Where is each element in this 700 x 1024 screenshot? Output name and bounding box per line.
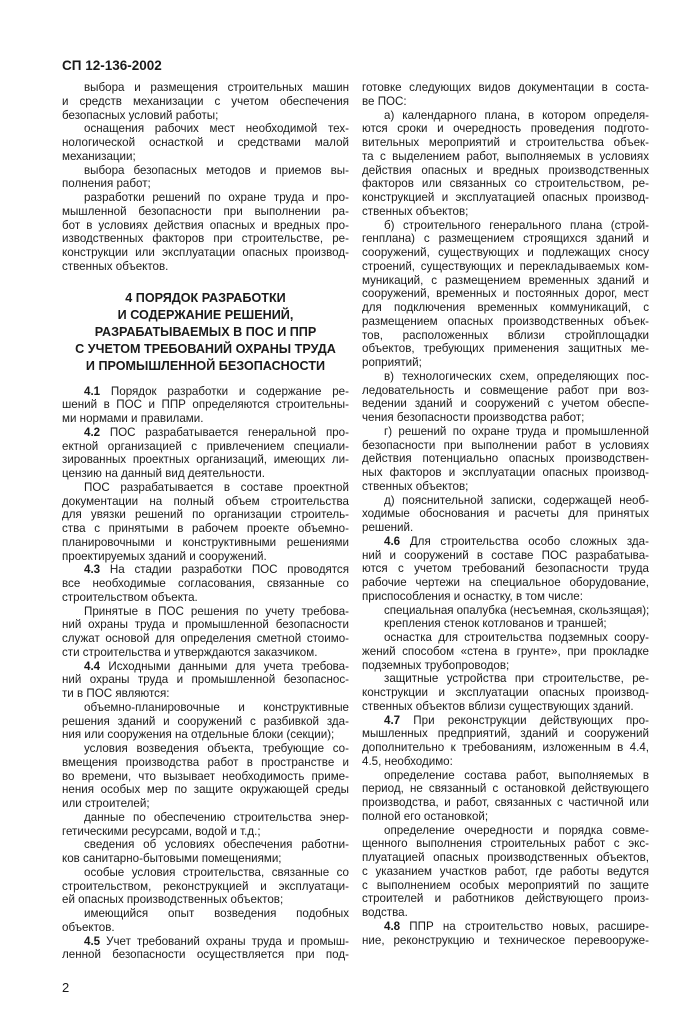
text-line: ственных объектов; xyxy=(362,204,469,218)
text-line: строений, существующих и перекладываемых ком- xyxy=(362,259,649,273)
heading-line: С УЧЕТОМ ТРЕБОВАНИЙ ОХРАНЫ ТРУДА xyxy=(75,341,336,356)
text-line: ства с принятыми в рабочем проекте объемно- xyxy=(62,522,349,535)
text-line: данные по обеспечению строительства энер- xyxy=(84,810,349,824)
text-line xyxy=(362,535,649,549)
text-line: крепления стенок котлованов и траншей; xyxy=(384,617,607,631)
text-line: с указанием участков работ, где работы ведутся xyxy=(362,864,649,878)
clause-text: Для строительства особо сложных зда- xyxy=(400,534,649,548)
paragraph xyxy=(62,481,349,564)
heading-line: 4 ПОРЯДОК РАЗРАБОТКИ xyxy=(125,290,286,305)
text-line: ний охраны труда и промышленной безопасности xyxy=(62,618,349,632)
text-line: конструкцией и эксплуатацией опасных производ- xyxy=(362,191,649,204)
text-line: плуатацией опасных производственных объектов, xyxy=(362,851,649,864)
text-line xyxy=(62,426,349,440)
text-line: ются сроки и очередность проведения подгото- xyxy=(362,122,649,136)
left-text-column xyxy=(62,81,349,962)
text-line: ти в ПОС являются: xyxy=(62,687,170,700)
text-line: нологической оснасткой и средствами малой xyxy=(62,136,349,149)
text-line: с выполнением особых мероприятий по защите xyxy=(362,878,649,892)
text-line: цензию на данный вид деятельности. xyxy=(62,467,266,480)
text-line: безопасности при выполнении работ в условиях xyxy=(362,438,649,452)
text-line: ных факторов и эксплуатации опасных производ- xyxy=(362,466,649,479)
text-line: полнения работ; xyxy=(62,177,151,191)
text-line: зированных проектных организаций, имеющих ли- xyxy=(62,453,349,467)
text-line: факторов или связанных со строительством, ре- xyxy=(362,177,649,191)
text-line: строителей и работников действующего произ- xyxy=(362,892,649,906)
text-line: и средств механизации с учетом обеспечения xyxy=(62,94,349,108)
paragraph xyxy=(62,191,349,274)
text-line: ПОС разрабатывается в составе проектной xyxy=(84,480,349,494)
text-line: подземных трубопроводов; xyxy=(362,658,510,672)
clause-text: При реконструкции действующих про- xyxy=(400,713,649,727)
text-line: а) календарного плана, в котором определя- xyxy=(384,108,649,122)
text-line: муникаций, с размещением временных зданий и xyxy=(362,273,649,287)
text-line: изводственных факторов при строительстве, ре- xyxy=(62,232,349,246)
text-line: конструкции и эксплуатации опасных производ- xyxy=(362,686,649,699)
paragraph xyxy=(362,604,649,618)
text-line xyxy=(62,935,349,949)
text-line: ведении зданий и сооружений с учетом обеспе- xyxy=(362,397,649,411)
text-line: сооружений, существующих и подлежащих сносу xyxy=(362,246,649,259)
heading-line: РАЗРАБАТЫВАЕМЫХ В ПОС И ППР xyxy=(94,324,317,339)
text-line: тов, расположенных вблизи стройплощадки xyxy=(362,328,649,342)
text-line: оснастка для строительства подземных соору- xyxy=(384,631,649,644)
text-line: решений. xyxy=(362,521,414,534)
text-line: действия потенциально опасных производствен- xyxy=(362,452,649,466)
text-line: ледовательность и совмещение работ при воз- xyxy=(362,383,649,397)
text-line: вмещения производства работ в пространстве и xyxy=(62,755,349,769)
clause-number: 4.5 xyxy=(84,934,101,948)
clause-text: На стадии разработки ПОС проводятся xyxy=(100,563,349,577)
right-text-column xyxy=(362,81,649,947)
clause-number: 4.1 xyxy=(84,384,101,398)
clause-number: 4.4 xyxy=(84,659,101,673)
paragraph xyxy=(362,370,649,425)
text-line: вительных мероприятий и строительства объек- xyxy=(362,136,649,149)
paragraph xyxy=(62,164,349,192)
text-line: жений способом «стена в грунте», при прокладке xyxy=(362,644,649,658)
text-line: специальная опалубка (несъемная, скользящая); xyxy=(384,603,649,617)
text-line: оснащения рабочих мест необходимой тех- xyxy=(84,122,349,136)
text-line: ются с учетом требований безопасности труда xyxy=(362,562,649,576)
text-line xyxy=(362,920,649,934)
text-line: шений в ПОС и ППР определяются строительны- xyxy=(62,398,349,412)
text-line: д) пояснительной записки, содержащей необ- xyxy=(384,493,649,507)
numbered-clause xyxy=(62,426,349,481)
text-line: мышленной безопасности при выполнении ра- xyxy=(62,204,349,218)
text-line: ми нормами и правилами. xyxy=(62,412,204,425)
text-line: ве ПОС: xyxy=(362,94,407,108)
text-line: конструкции или эксплуатации опасных производ- xyxy=(62,246,349,259)
paragraph xyxy=(362,769,649,824)
clause-number: 4.7 xyxy=(384,713,401,727)
text-line: для увязки решений по организации строитель- xyxy=(62,508,349,522)
text-line: г) решений по охране труда и промышленной xyxy=(384,424,649,438)
paragraph xyxy=(62,866,349,907)
text-line: производства, и работ, связанных с частичной или xyxy=(362,796,649,809)
text-line: приспособления и оснастку, в том числе: xyxy=(362,589,583,603)
paragraph xyxy=(362,824,649,920)
paragraph xyxy=(362,631,649,672)
text-line: ленной безопасности осуществляется при под- xyxy=(62,948,349,962)
numbered-clause xyxy=(362,535,649,604)
text-line: водства. xyxy=(362,906,408,919)
paragraph xyxy=(62,742,349,811)
text-line: строительством, реконструкцией и эксплуатаци- xyxy=(62,879,349,893)
text-line xyxy=(62,385,349,399)
text-line: готовке следующих видов документации в соста- xyxy=(362,81,649,94)
text-line: ходимые обоснования и расчеты для принятых xyxy=(362,507,649,521)
text-line: ственных объектов вблизи существующих зданий. xyxy=(362,699,634,713)
text-line: гетическими ресурсами, водой и т.д.; xyxy=(62,824,261,838)
numbered-clause xyxy=(62,935,349,963)
text-line: защитные устройства при строительстве, ре- xyxy=(384,672,649,686)
paragraph xyxy=(62,81,349,122)
numbered-clause xyxy=(362,714,649,769)
text-line: строительством объекта. xyxy=(62,590,198,604)
text-line: ний охраны труда и промышленной безопаснос- xyxy=(62,673,349,687)
clause-number: 4.3 xyxy=(84,563,101,577)
text-line: сооружений, временных и постоянных дорог, мест xyxy=(362,287,649,301)
paragraph xyxy=(62,838,349,866)
text-line: ственных объектов; xyxy=(362,479,469,493)
text-line xyxy=(362,714,649,728)
clause-text: ПОС разрабатывается генеральной про- xyxy=(100,425,349,439)
text-line: планировочными и конструктивными решениями xyxy=(62,535,349,549)
text-line: механизации; xyxy=(62,149,136,163)
text-line: все необходимые согласования, связанные со xyxy=(62,577,349,590)
text-line: объектов. xyxy=(62,920,115,934)
text-line: дополнительно к требованиям, изложенным в 4.4, xyxy=(362,741,649,754)
text-line: генплана) с размещением строящихся зданий и xyxy=(362,232,649,246)
paragraph xyxy=(362,494,649,535)
text-line: особые условия строительства, связанные со xyxy=(84,865,349,879)
text-line: ний и сооружений в составе ПОС разрабатыва- xyxy=(362,548,649,562)
text-line: ей опасных производственных объектов; xyxy=(62,893,284,907)
text-line: нения особых мер по защите окружающей среды xyxy=(62,783,349,797)
text-line: определение состава работ, выполняемых в xyxy=(384,768,649,782)
text-line: объектов, требующих применения защитных ме- xyxy=(362,342,649,356)
paragraph xyxy=(362,672,649,713)
text-line: та с выделением работ, выполняемых в условиях xyxy=(362,149,649,163)
text-line: определение очередности и порядка совме- xyxy=(384,823,649,837)
text-line: ния или сооружения на отдельные блоки (секции); xyxy=(62,728,335,742)
paragraph xyxy=(362,219,649,370)
text-line: размещением опасных производственных объек- xyxy=(362,314,649,328)
text-line: безопасных условий работы; xyxy=(62,108,219,122)
text-line: во времени, что вызывает необходимость приме- xyxy=(62,769,349,783)
text-line xyxy=(62,660,349,674)
text-line xyxy=(62,563,349,577)
text-line: 4.5, необходимо: xyxy=(362,754,453,768)
text-line: документации на полный объем строительства xyxy=(62,494,349,508)
text-line: чения безопасности производства работ; xyxy=(362,411,585,424)
clause-text: Учет требований охраны труда и промыш- xyxy=(100,934,349,948)
paragraph xyxy=(62,701,349,742)
text-line: действия опасных и вредных производственных xyxy=(362,163,649,177)
heading-line: И ПРОМЫШЛЕННОЙ БЕЗОПАСНОСТИ xyxy=(85,358,326,373)
numbered-clause xyxy=(62,660,349,701)
text-line: мышленных предприятий, зданий и сооружений xyxy=(362,727,649,741)
clause-text: ППР на строительство новых, расшире- xyxy=(400,919,649,933)
text-line: сти строительства и утверждаются заказчиком. xyxy=(62,645,318,659)
text-line: полной его остановкой; xyxy=(362,809,489,823)
text-line: имеющийся опыт возведения подобных xyxy=(84,907,349,920)
text-line: ние, реконструкцию и техническое перевооруже- xyxy=(362,933,649,947)
text-line: объемно-планировочные и конструктивные xyxy=(84,700,349,714)
text-line: выбора и размещения строительных машин xyxy=(84,81,349,94)
text-line: б) строительного генерального плана (строй- xyxy=(384,218,649,232)
paragraph xyxy=(62,605,349,660)
text-line: для подключения временных коммуникаций, с xyxy=(362,301,649,314)
text-line: бот в условиях действия опасных и вредных про- xyxy=(62,218,349,232)
clause-number: 4.6 xyxy=(384,534,401,548)
paragraph xyxy=(362,109,649,219)
heading-line: И СОДЕРЖАНИЕ РЕШЕНИЙ, xyxy=(117,307,294,322)
text-line: выбора безопасных методов и приемов вы- xyxy=(84,163,349,177)
text-line: щенного выполнения строительных работ с экс- xyxy=(362,837,649,851)
clause-text: Исходными данными для учета требова- xyxy=(100,659,349,673)
paragraph xyxy=(62,907,349,935)
numbered-clause xyxy=(62,385,349,426)
clause-number: 4.8 xyxy=(384,919,401,933)
text-line: Принятые в ПОС решения по учету требова- xyxy=(84,604,349,618)
text-line: условия возведения объекта, требующие со- xyxy=(84,742,349,755)
paragraph xyxy=(62,811,349,839)
numbered-clause xyxy=(62,563,349,604)
text-line: ственных объектов. xyxy=(62,259,169,273)
clause-text: Порядок разработки и содержание ре- xyxy=(100,384,349,398)
clause-number: 4.2 xyxy=(84,425,101,439)
text-line: сведения об условиях обеспечения работни- xyxy=(84,838,349,852)
page-number: 2 xyxy=(62,980,70,995)
paragraph xyxy=(362,425,649,494)
paragraph xyxy=(362,617,649,631)
numbered-clause xyxy=(362,920,649,948)
text-line: служат основой для определения сметной стоимо- xyxy=(62,632,349,645)
text-line: роприятий; xyxy=(362,356,422,369)
text-line: разработки решений по охране труда и про- xyxy=(84,191,349,204)
text-line: рабочие чертежи на специальное оборудование, xyxy=(362,576,649,589)
section-heading xyxy=(62,290,349,375)
text-line: в) технологических схем, определяющих пос- xyxy=(384,369,649,383)
text-line: ектной организацией с привлечением специали- xyxy=(62,439,349,453)
text-line: период, не связанный с остановкой действующего xyxy=(362,782,649,796)
text-line: или строителей; xyxy=(62,797,150,810)
text-line: ков санитарно-бытовыми помещениями; xyxy=(62,852,282,865)
text-line: проектируемых зданий и сооружений. xyxy=(62,549,267,563)
document-code-header: СП 12-136-2002 xyxy=(62,58,162,73)
paragraph xyxy=(62,122,349,163)
paragraph xyxy=(362,81,649,109)
text-line: решения зданий и сооружений с разбивкой зда- xyxy=(62,714,349,728)
